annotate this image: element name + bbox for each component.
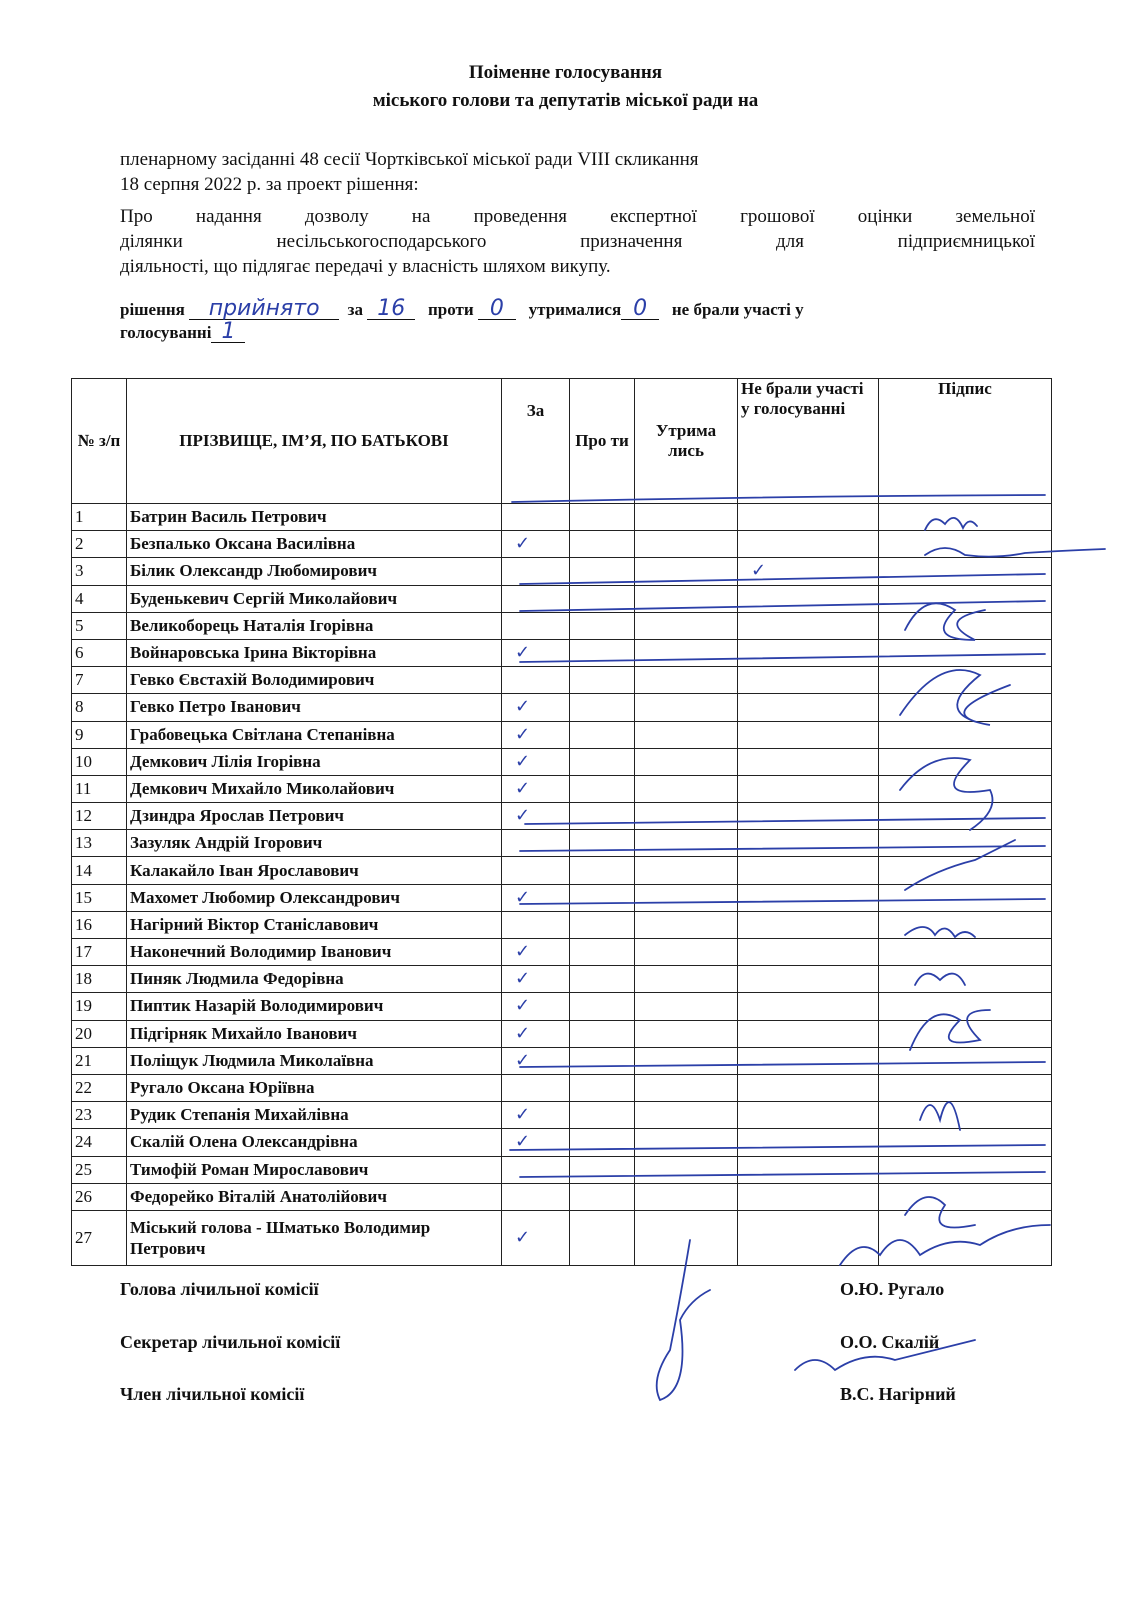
cell-signature bbox=[879, 993, 1052, 1020]
not-voted-label-2: голосуванні bbox=[120, 323, 212, 342]
table-body bbox=[72, 504, 1052, 1266]
cell-for bbox=[502, 1020, 570, 1047]
vote-checkmark: ✓ bbox=[751, 560, 767, 582]
cell-against bbox=[570, 1183, 635, 1210]
cell-not-voted bbox=[738, 558, 879, 585]
table-row bbox=[72, 1129, 1052, 1156]
cell-not-voted bbox=[738, 612, 879, 639]
cell-signature bbox=[879, 1020, 1052, 1047]
row-number: 18 bbox=[72, 966, 127, 993]
cell-signature bbox=[879, 775, 1052, 802]
cell-not-voted bbox=[738, 1129, 879, 1156]
row-full-name: Гевко Євстахій Володимирович bbox=[127, 667, 502, 694]
cell-against bbox=[570, 748, 635, 775]
cell-against bbox=[570, 531, 635, 558]
row-full-name: Пиптик Назарій Володимирович bbox=[127, 993, 502, 1020]
cell-against bbox=[570, 911, 635, 938]
cell-not-voted bbox=[738, 993, 879, 1020]
cell-abstained bbox=[635, 1074, 738, 1101]
row-full-name: Рудик Степанія Михайлівна bbox=[127, 1102, 502, 1129]
cell-abstained bbox=[635, 830, 738, 857]
row-full-name: Буденькевич Сергій Миколайович bbox=[127, 585, 502, 612]
cell-abstained bbox=[635, 939, 738, 966]
row-number: 24 bbox=[72, 1129, 127, 1156]
cell-signature bbox=[879, 1129, 1052, 1156]
cell-signature bbox=[879, 1183, 1052, 1210]
row-full-name: Поліщук Людмила Миколаївна bbox=[127, 1047, 502, 1074]
table-row bbox=[72, 558, 1052, 585]
row-full-name: Ругало Оксана Юріївна bbox=[127, 1074, 502, 1101]
row-full-name: Калакайло Іван Ярославович bbox=[127, 857, 502, 884]
cell-against bbox=[570, 966, 635, 993]
table-row bbox=[72, 1020, 1052, 1047]
table-row bbox=[72, 775, 1052, 802]
cell-abstained bbox=[635, 721, 738, 748]
cell-signature bbox=[879, 1047, 1052, 1074]
table-row bbox=[72, 504, 1052, 531]
vote-checkmark: ✓ bbox=[515, 642, 531, 664]
cell-abstained bbox=[635, 1047, 738, 1074]
cell-not-voted bbox=[738, 1156, 879, 1183]
not-voted-label: не брали участі у bbox=[671, 300, 804, 319]
vote-checkmark: ✓ bbox=[515, 723, 531, 745]
cell-signature bbox=[879, 639, 1052, 666]
cell-signature bbox=[879, 830, 1052, 857]
vote-checkmark: ✓ bbox=[515, 533, 531, 555]
secretary-label: Секретар лічильної комісії bbox=[120, 1332, 341, 1352]
row-full-name: Зазуляк Андрій Ігорович bbox=[127, 830, 502, 857]
cell-signature bbox=[879, 558, 1052, 585]
cell-for bbox=[502, 830, 570, 857]
cell-abstained bbox=[635, 1183, 738, 1210]
cell-signature bbox=[879, 1074, 1052, 1101]
cell-signature bbox=[879, 694, 1052, 721]
cell-not-voted bbox=[738, 884, 879, 911]
for-label: за bbox=[347, 300, 363, 319]
table-row bbox=[72, 803, 1052, 830]
cell-not-voted bbox=[738, 1020, 879, 1047]
cell-for bbox=[502, 639, 570, 666]
cell-signature bbox=[879, 667, 1052, 694]
cell-not-voted bbox=[738, 857, 879, 884]
row-number: 15 bbox=[72, 884, 127, 911]
table-row bbox=[72, 1210, 1052, 1265]
row-full-name: Дзиндра Ярослав Петрович bbox=[127, 803, 502, 830]
cell-not-voted bbox=[738, 1183, 879, 1210]
row-number: 16 bbox=[72, 911, 127, 938]
cell-for bbox=[502, 1074, 570, 1101]
header-not-voted: Не брали участі у голосуванні bbox=[738, 379, 879, 504]
table-row bbox=[72, 993, 1052, 1020]
cell-not-voted bbox=[738, 966, 879, 993]
cell-abstained bbox=[635, 993, 738, 1020]
cell-abstained bbox=[635, 531, 738, 558]
cell-for bbox=[502, 993, 570, 1020]
vote-checkmark: ✓ bbox=[515, 750, 531, 772]
roll-call-table bbox=[71, 378, 1052, 1266]
row-full-name: Великоборець Наталія Ігорівна bbox=[127, 612, 502, 639]
cell-signature bbox=[879, 966, 1052, 993]
row-number: 9 bbox=[72, 721, 127, 748]
cell-against bbox=[570, 1156, 635, 1183]
cell-for bbox=[502, 694, 570, 721]
cell-abstained bbox=[635, 748, 738, 775]
cell-for bbox=[502, 1183, 570, 1210]
cell-signature bbox=[879, 1210, 1052, 1265]
row-number: 6 bbox=[72, 639, 127, 666]
cell-abstained bbox=[635, 911, 738, 938]
row-number: 21 bbox=[72, 1047, 127, 1074]
cell-against bbox=[570, 1074, 635, 1101]
cell-against bbox=[570, 1129, 635, 1156]
table-row bbox=[72, 966, 1052, 993]
vote-checkmark: ✓ bbox=[515, 968, 531, 990]
cell-against bbox=[570, 639, 635, 666]
vote-checkmark: ✓ bbox=[515, 1049, 531, 1071]
cell-for bbox=[502, 803, 570, 830]
cell-not-voted bbox=[738, 803, 879, 830]
row-full-name: Білик Олександр Любомирович bbox=[127, 558, 502, 585]
cell-against bbox=[570, 857, 635, 884]
cell-not-voted bbox=[738, 911, 879, 938]
cell-abstained bbox=[635, 1020, 738, 1047]
row-number: 3 bbox=[72, 558, 127, 585]
cell-not-voted bbox=[738, 585, 879, 612]
cell-signature bbox=[879, 612, 1052, 639]
cell-against bbox=[570, 775, 635, 802]
row-full-name: Безпалько Оксана Василівна bbox=[127, 531, 502, 558]
cell-not-voted bbox=[738, 531, 879, 558]
row-full-name: Тимофій Роман Мирославович bbox=[127, 1156, 502, 1183]
cell-for bbox=[502, 775, 570, 802]
table-row bbox=[72, 1074, 1052, 1101]
row-full-name: Нагірний Віктор Станіславович bbox=[127, 911, 502, 938]
table-row bbox=[72, 939, 1052, 966]
cell-against bbox=[570, 612, 635, 639]
session-info: пленарному засіданні 48 сесії Чортківської міської ради VIII скликання bbox=[120, 149, 699, 170]
cell-for bbox=[502, 1102, 570, 1129]
cell-for bbox=[502, 857, 570, 884]
table-row bbox=[72, 1102, 1052, 1129]
cell-against bbox=[570, 585, 635, 612]
cell-against bbox=[570, 993, 635, 1020]
table-row bbox=[72, 585, 1052, 612]
against-label: проти bbox=[427, 300, 474, 319]
cell-for bbox=[502, 721, 570, 748]
decision-text-line2: ділянки несільськогосподарського призначення для підприємницької bbox=[120, 231, 1035, 252]
cell-not-voted bbox=[738, 504, 879, 531]
cell-not-voted bbox=[738, 1102, 879, 1129]
cell-not-voted bbox=[738, 721, 879, 748]
vote-result-line bbox=[120, 296, 1035, 321]
row-full-name: Грабовецька Світлана Степанівна bbox=[127, 721, 502, 748]
document-title-line1: Поіменне голосування bbox=[468, 62, 663, 83]
abstained-count-handwritten: 0 bbox=[621, 299, 659, 320]
cell-against bbox=[570, 504, 635, 531]
cell-for bbox=[502, 1156, 570, 1183]
cell-not-voted bbox=[738, 1074, 879, 1101]
vote-checkmark: ✓ bbox=[515, 1022, 531, 1044]
row-full-name: Міський голова - Шматько Володимир Петрович bbox=[127, 1210, 502, 1265]
cell-not-voted bbox=[738, 639, 879, 666]
row-number: 14 bbox=[72, 857, 127, 884]
cell-abstained bbox=[635, 803, 738, 830]
table-row bbox=[72, 667, 1052, 694]
header-name: ПРІЗВИЩЕ, ІМ’Я, ПО БАТЬКОВІ bbox=[127, 379, 502, 504]
row-full-name: Наконечний Володимир Іванович bbox=[127, 939, 502, 966]
cell-abstained bbox=[635, 1210, 738, 1265]
row-full-name: Скалій Олена Олександрівна bbox=[127, 1129, 502, 1156]
cell-for bbox=[502, 966, 570, 993]
decision-text-line1: Про надання дозволу на проведення експертної грошової оцінки земельної bbox=[120, 206, 1035, 227]
row-number: 17 bbox=[72, 939, 127, 966]
table-row bbox=[72, 857, 1052, 884]
cell-against bbox=[570, 1047, 635, 1074]
row-number: 7 bbox=[72, 667, 127, 694]
cell-abstained bbox=[635, 639, 738, 666]
decision-text-line3: діяльності, що підлягає передачі у власність шляхом викупу. bbox=[120, 256, 611, 277]
row-number: 10 bbox=[72, 748, 127, 775]
row-full-name: Демкович Михайло Миколайович bbox=[127, 775, 502, 802]
chair-name: О.Ю. Ругало bbox=[840, 1279, 945, 1299]
cell-abstained bbox=[635, 966, 738, 993]
cell-abstained bbox=[635, 1156, 738, 1183]
cell-for bbox=[502, 612, 570, 639]
abstained-label: утрималися bbox=[528, 300, 622, 319]
row-number: 4 bbox=[72, 585, 127, 612]
header-abstained: Утрима лись bbox=[635, 379, 738, 504]
cell-not-voted bbox=[738, 667, 879, 694]
cell-for bbox=[502, 939, 570, 966]
row-full-name: Махомет Любомир Олександрович bbox=[127, 884, 502, 911]
cell-for bbox=[502, 504, 570, 531]
cell-signature bbox=[879, 504, 1052, 531]
document-title-line2: міського голови та депутатів міської ради на bbox=[372, 90, 759, 111]
table-row bbox=[72, 1183, 1052, 1210]
table-row bbox=[72, 911, 1052, 938]
cell-abstained bbox=[635, 504, 738, 531]
cell-for bbox=[502, 748, 570, 775]
row-full-name: Підгірняк Михайло Іванович bbox=[127, 1020, 502, 1047]
row-number: 2 bbox=[72, 531, 127, 558]
cell-signature bbox=[879, 939, 1052, 966]
table-row bbox=[72, 639, 1052, 666]
cell-for bbox=[502, 585, 570, 612]
cell-signature bbox=[879, 721, 1052, 748]
table-row bbox=[72, 1156, 1052, 1183]
table-row bbox=[72, 531, 1052, 558]
cell-abstained bbox=[635, 1129, 738, 1156]
cell-for bbox=[502, 531, 570, 558]
cell-not-voted bbox=[738, 1047, 879, 1074]
cell-signature bbox=[879, 1102, 1052, 1129]
cell-for bbox=[502, 884, 570, 911]
table-row bbox=[72, 884, 1052, 911]
vote-checkmark: ✓ bbox=[515, 696, 531, 718]
not-voted-count-handwritten: 1 bbox=[211, 322, 245, 343]
table-header-row bbox=[72, 379, 1052, 504]
cell-against bbox=[570, 939, 635, 966]
cell-signature bbox=[879, 857, 1052, 884]
header-num: № з/п bbox=[72, 379, 127, 504]
cell-signature bbox=[879, 884, 1052, 911]
row-number: 13 bbox=[72, 830, 127, 857]
vote-checkmark: ✓ bbox=[515, 995, 531, 1017]
cell-abstained bbox=[635, 558, 738, 585]
cell-abstained bbox=[635, 884, 738, 911]
row-full-name: Демкович Лілія Ігорівна bbox=[127, 748, 502, 775]
cell-against bbox=[570, 830, 635, 857]
header-signature: Підпис bbox=[879, 379, 1052, 504]
cell-for bbox=[502, 1129, 570, 1156]
vote-checkmark: ✓ bbox=[515, 1104, 531, 1126]
chair-label: Голова лічильної комісії bbox=[120, 1279, 319, 1299]
row-number: 27 bbox=[72, 1210, 127, 1265]
cell-abstained bbox=[635, 585, 738, 612]
cell-against bbox=[570, 558, 635, 585]
cell-against bbox=[570, 1210, 635, 1265]
cell-abstained bbox=[635, 775, 738, 802]
cell-abstained bbox=[635, 694, 738, 721]
row-number: 5 bbox=[72, 612, 127, 639]
session-date: 18 серпня 2022 р. за проект рішення: bbox=[120, 174, 419, 195]
cell-not-voted bbox=[738, 775, 879, 802]
header-against: Про ти bbox=[570, 379, 635, 504]
table-row bbox=[72, 830, 1052, 857]
cell-abstained bbox=[635, 612, 738, 639]
vote-result-line2 bbox=[120, 319, 1035, 344]
row-number: 19 bbox=[72, 993, 127, 1020]
cell-signature bbox=[879, 748, 1052, 775]
row-number: 20 bbox=[72, 1020, 127, 1047]
row-number: 8 bbox=[72, 694, 127, 721]
cell-against bbox=[570, 1020, 635, 1047]
row-number: 23 bbox=[72, 1102, 127, 1129]
member-label: Член лічильної комісії bbox=[120, 1384, 305, 1404]
cell-not-voted bbox=[738, 694, 879, 721]
vote-checkmark: ✓ bbox=[515, 1226, 531, 1248]
cell-not-voted bbox=[738, 939, 879, 966]
vote-checkmark: ✓ bbox=[515, 941, 531, 963]
row-number: 26 bbox=[72, 1183, 127, 1210]
table-row bbox=[72, 748, 1052, 775]
vote-checkmark: ✓ bbox=[515, 777, 531, 799]
cell-signature bbox=[879, 585, 1052, 612]
table-row bbox=[72, 1047, 1052, 1074]
vote-checkmark: ✓ bbox=[515, 1131, 531, 1153]
vote-checkmark: ✓ bbox=[515, 805, 531, 827]
row-number: 25 bbox=[72, 1156, 127, 1183]
row-number: 12 bbox=[72, 803, 127, 830]
for-count-handwritten: 16 bbox=[367, 299, 415, 320]
cell-signature bbox=[879, 803, 1052, 830]
against-count-handwritten: 0 bbox=[478, 299, 516, 320]
cell-for bbox=[502, 1047, 570, 1074]
table-row bbox=[72, 612, 1052, 639]
vote-checkmark: ✓ bbox=[515, 886, 531, 908]
row-full-name: Батрин Василь Петрович bbox=[127, 504, 502, 531]
cell-not-voted bbox=[738, 1210, 879, 1265]
cell-signature bbox=[879, 1156, 1052, 1183]
row-full-name: Пиняк Людмила Федорівна bbox=[127, 966, 502, 993]
decision-handwritten: прийнято bbox=[189, 299, 339, 320]
row-number: 11 bbox=[72, 775, 127, 802]
cell-against bbox=[570, 884, 635, 911]
decision-label: рішення bbox=[120, 300, 185, 319]
cell-abstained bbox=[635, 1102, 738, 1129]
cell-against bbox=[570, 803, 635, 830]
row-full-name: Войнаровська Ірина Вікторівна bbox=[127, 639, 502, 666]
cell-not-voted bbox=[738, 830, 879, 857]
cell-abstained bbox=[635, 857, 738, 884]
cell-for bbox=[502, 667, 570, 694]
cell-against bbox=[570, 694, 635, 721]
row-number: 22 bbox=[72, 1074, 127, 1101]
table-row bbox=[72, 694, 1052, 721]
cell-signature bbox=[879, 531, 1052, 558]
cell-against bbox=[570, 1102, 635, 1129]
header-for: За bbox=[502, 379, 570, 504]
cell-not-voted bbox=[738, 748, 879, 775]
cell-for bbox=[502, 1210, 570, 1265]
cell-abstained bbox=[635, 667, 738, 694]
table-row bbox=[72, 721, 1052, 748]
cell-signature bbox=[879, 911, 1052, 938]
member-name: В.С. Нагірний bbox=[840, 1384, 956, 1404]
row-full-name: Гевко Петро Іванович bbox=[127, 694, 502, 721]
secretary-name: О.О. Скалій bbox=[840, 1332, 940, 1352]
row-full-name: Федорейко Віталій Анатолійович bbox=[127, 1183, 502, 1210]
cell-for bbox=[502, 558, 570, 585]
cell-for bbox=[502, 911, 570, 938]
cell-against bbox=[570, 667, 635, 694]
cell-against bbox=[570, 721, 635, 748]
row-number: 1 bbox=[72, 504, 127, 531]
